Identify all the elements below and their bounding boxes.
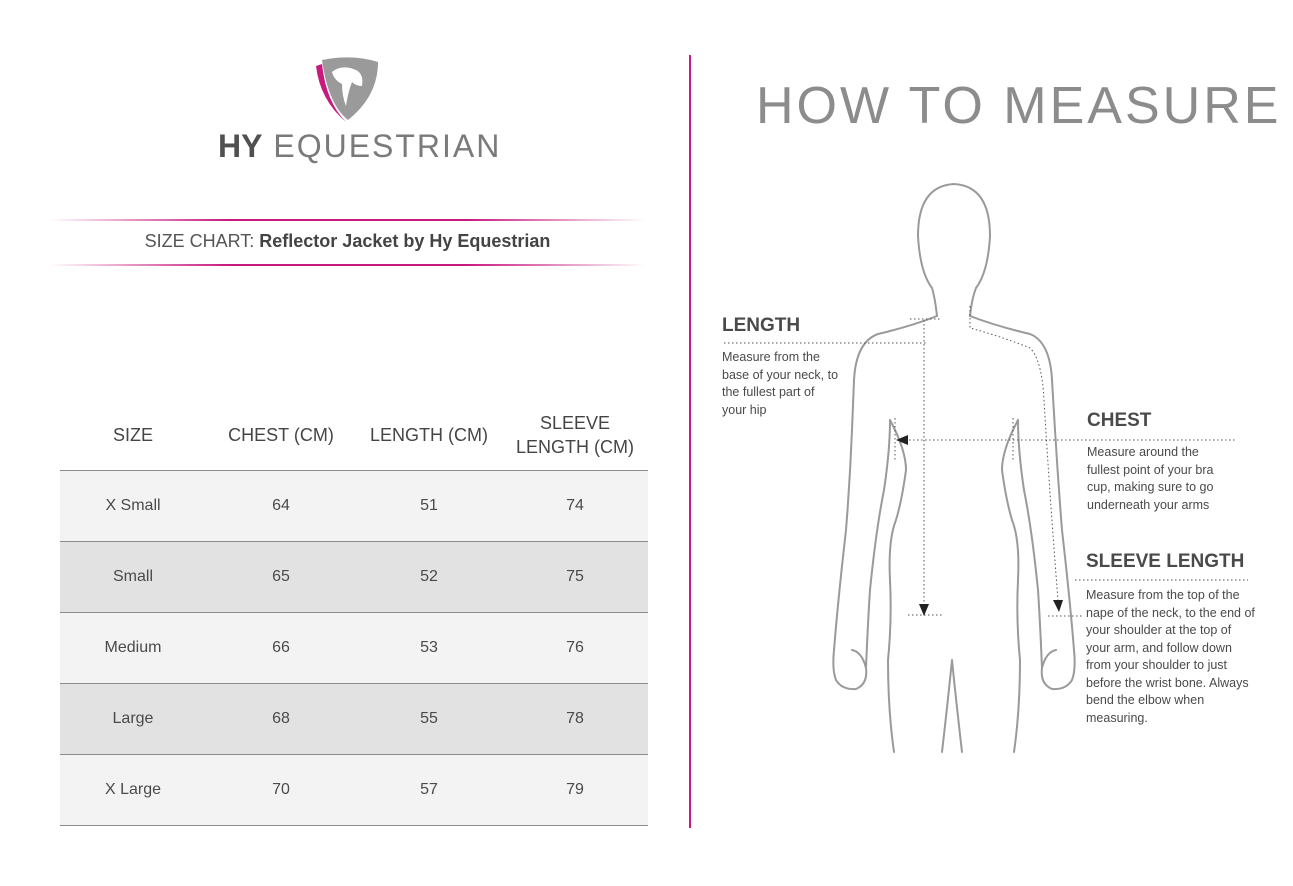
cell-length: 53 (420, 639, 438, 656)
sleeve-length-heading: SLEEVE LENGTH (1086, 551, 1245, 572)
brand-wordmark (218, 128, 502, 165)
cell-sleeve: 75 (566, 568, 584, 585)
cell-length: 55 (420, 710, 438, 727)
vertical-divider (689, 55, 691, 828)
cell-sleeve: 76 (566, 639, 584, 656)
how-to-measure-title: HOW TO MEASURE (756, 77, 1282, 135)
cell-length: 52 (420, 568, 438, 585)
cell-size: Medium (104, 639, 162, 656)
table-row (60, 755, 648, 826)
title-product: Reflector Jacket by Hy Equestrian (259, 231, 551, 251)
header-chest: CHEST (CM) (228, 425, 334, 445)
cell-length: 51 (420, 497, 438, 514)
title-bottom-rule (50, 264, 645, 266)
table-header (60, 400, 648, 471)
cell-chest: 70 (272, 781, 290, 798)
cell-size: X Small (105, 497, 161, 514)
cell-size: Small (112, 568, 153, 585)
header-length: LENGTH (CM) (370, 425, 488, 445)
cell-size: X Large (104, 781, 162, 798)
brand-name-light: EQUESTRIAN (273, 128, 502, 164)
header-sleeve-length-text: SLEEVE LENGTH (CM) (516, 413, 634, 457)
cell-sleeve: 79 (566, 781, 584, 798)
table-row (60, 471, 648, 542)
cell-sleeve: 78 (566, 710, 584, 727)
sleeve-length-instructions: Measure from the top of the nape of the neck, to the end of your shoulder at the top of your arm, and follow down from your shoulder to just before the wrist bone. Always bend the elbow when measuring. (1086, 588, 1255, 725)
size-chart-title (50, 231, 645, 252)
cell-chest: 66 (272, 639, 290, 656)
title-top-rule (50, 219, 645, 221)
cell-chest: 64 (272, 497, 290, 514)
cell-length: 57 (420, 781, 438, 798)
header-sleeve-length (502, 400, 648, 470)
chest-instructions: Measure around the fullest point of your bra cup, making sure to go underneath your arms (1087, 445, 1214, 512)
cell-chest: 68 (272, 710, 290, 727)
table-row (60, 684, 648, 755)
table-row (60, 613, 648, 684)
title-prefix: SIZE CHART: (144, 231, 255, 251)
brand-name-bold: HY (218, 128, 263, 164)
cell-chest: 65 (272, 568, 290, 585)
cell-size: Large (112, 710, 154, 727)
length-instructions: Measure from the base of your neck, to the fullest part of your hip (722, 350, 839, 417)
header-size: SIZE (112, 425, 153, 445)
length-heading: LENGTH (722, 315, 801, 336)
table-row (60, 542, 648, 613)
chest-heading: CHEST (1087, 410, 1152, 431)
horse-shield-logo-icon (312, 56, 384, 124)
cell-sleeve: 74 (566, 497, 584, 514)
size-table (60, 400, 648, 826)
